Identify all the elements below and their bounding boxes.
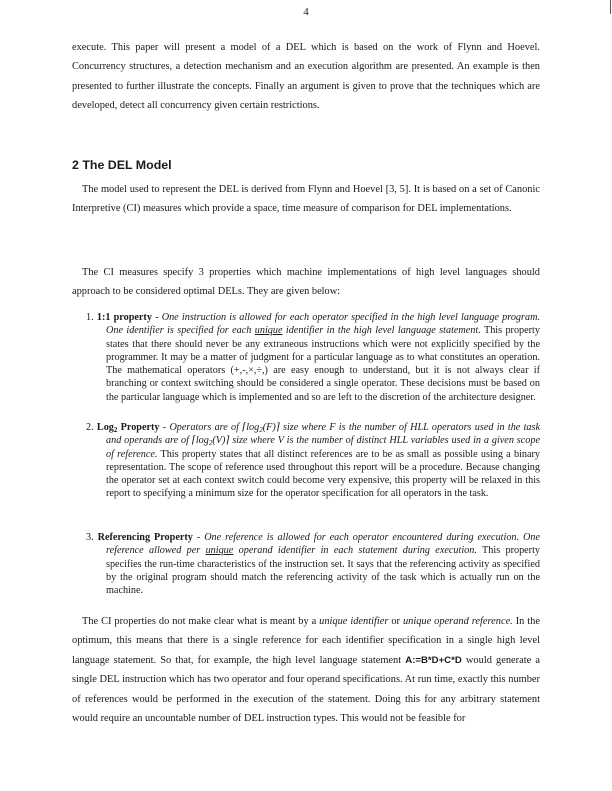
text: or <box>388 616 403 627</box>
definition-text: (F)⌉ size where F is the number of HLL operators used in the task and operands are of ⌈log <box>106 422 541 447</box>
property-body: This property states that there should never be any extraneous instructions which were not explicitly specified by the programmer. It may be a matter of judgment for a particular language as to what constitutes an operation. The mathematical operators (+,-,×,÷,) are easy enough to understand, but it is not always clear if branching or context switching should be considered a single operator. These decisions must be based on the particular language which is implemented and so are left to the discretion of the architecture designer. <box>106 325 540 403</box>
subscript: 2 <box>259 426 263 434</box>
subscript: 2 <box>113 426 118 434</box>
section-heading: 2 The DEL Model <box>72 158 172 172</box>
property-term: Referencing Property <box>97 532 193 543</box>
property-body: This property states that all distinct references are to be as small as possible using a binary representation. The scope of reference used throughout this report will be a procedure. Because changing the operator set at each context switch could become very expensive, this property will be relaxed in this report to specifying a minimum size for the operator specification for all operators in the task. <box>106 448 540 500</box>
italic-term: unique operand reference. <box>402 616 513 627</box>
item-number: 2. <box>86 422 94 433</box>
intro-paragraph: execute. This paper will present a model of a DEL which is based on the work of Flynn and Hoevel. Concurrency structures, a detection mechanism and an execution algorithm are presented. An example is then presented to further illustrate the concepts. Finally an argument is given to prove that the techniques which are developed, detect all concurrency given certain restrictions. <box>72 42 540 112</box>
definition-text: One instruction is allowed for each operator specified in the high level language program. One identifier is specified for each <box>106 312 540 337</box>
definition-text: operand identifier in each statement during execution. <box>233 545 477 557</box>
property-definition <box>106 312 540 336</box>
ci-measures-paragraph: The CI measures specify 3 properties which machine implementations of high level languages should approach to be considered optimal DELs. They are given below: <box>72 267 540 298</box>
page-number: 4 <box>303 6 309 18</box>
definition-text: Operators are of ⌈log <box>169 422 260 433</box>
separator: - <box>151 312 162 323</box>
text: In the optimum, this means that there is a single reference for each identifier specification in a single high level language statement. So that, for example, the high level language statement <box>72 616 540 666</box>
separator: - <box>192 532 205 543</box>
property-term <box>97 422 160 433</box>
property-term: 1:1 property <box>96 312 152 323</box>
underlined-word: unique <box>205 545 234 557</box>
italic-term: unique identifier <box>319 616 389 627</box>
underlined-word: unique <box>254 325 283 337</box>
term-text: Property <box>117 422 160 433</box>
text: would generate a single DEL instruction which has two operator and four operand specifications. At run time, exactly this number of references would be performed in the execution of the statement. Doing this for any arbitrary statement would require an uncountable number of DEL instruction types. This would not be feasible for <box>72 654 540 725</box>
text: The CI properties do not make clear what is meant by a <box>82 616 320 627</box>
model-paragraph: The model used to represent the DEL is derived from Flynn and Hoevel [3, 5]. It is based on a set of Canonic Interpretive (CI) measures which provide a space, time measure of comparison for DEL implementations. <box>72 184 540 215</box>
property-item-2 <box>86 421 540 501</box>
property-item-1 <box>86 311 540 404</box>
item-number: 3. <box>86 532 94 543</box>
item-number: 1. <box>86 312 94 323</box>
closing-paragraph <box>72 612 540 728</box>
subscript: 2 <box>208 439 213 448</box>
separator: - <box>159 422 170 433</box>
definition-text: (V)⌉ size where V is the number of distinct HLL variables used in a given scope of reference. <box>106 435 540 460</box>
term-text: Log <box>96 422 114 433</box>
definition-text: identifier in the high level language statement. <box>282 325 481 337</box>
code-statement: A:=B*D+C*D <box>405 654 462 666</box>
definition-text: One reference is allowed for each operator encountered during execution. One reference allowed per <box>106 532 541 557</box>
property-body: This property specifies the run-time characteristics of the instruction set. It says that the referencing activity as specified by the original program should match the referencing activity of the task which is actually run on the machine. <box>106 545 540 597</box>
property-item-3 <box>86 531 540 597</box>
